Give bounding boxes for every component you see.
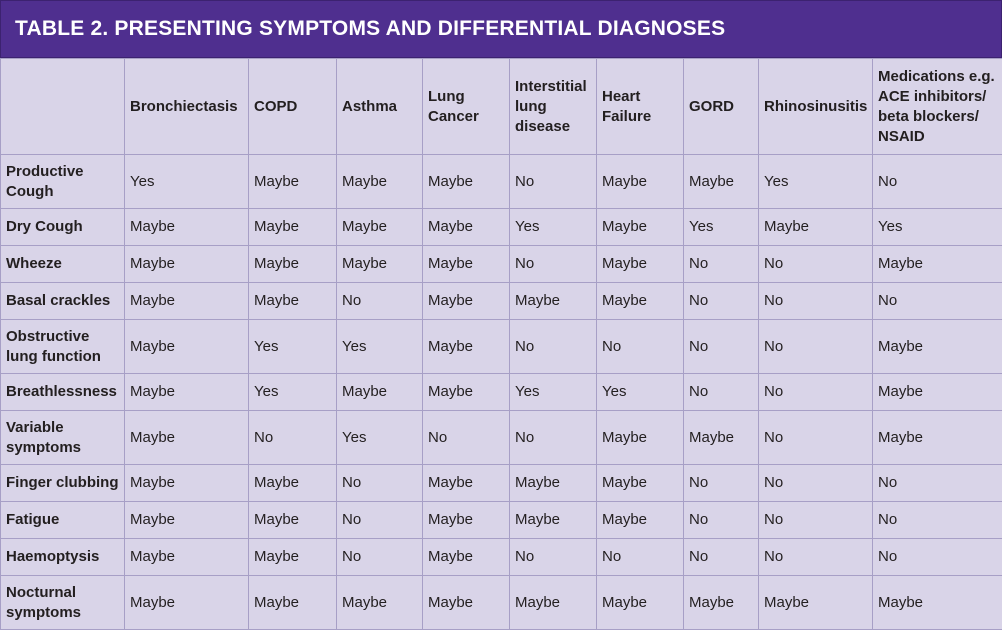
table-cell: No: [759, 539, 873, 576]
table-cell: Maybe: [597, 576, 684, 630]
table-cell: Maybe: [125, 411, 249, 465]
table-row: [1, 246, 1002, 283]
table-cell: No: [337, 502, 423, 539]
table-cell: Yes: [759, 155, 873, 209]
table-cell: Maybe: [125, 246, 249, 283]
table-cell: No: [873, 283, 1002, 320]
table-cell: No: [510, 411, 597, 465]
table-cell: Maybe: [125, 502, 249, 539]
corner-cell: [1, 59, 125, 155]
table-cell: Maybe: [337, 155, 423, 209]
table-row: [1, 465, 1002, 502]
table-cell: No: [337, 283, 423, 320]
row-header-symptom: Haemoptysis: [1, 539, 125, 576]
table-cell: Maybe: [873, 320, 1002, 374]
column-header: COPD: [249, 59, 337, 155]
table-cell: Maybe: [249, 246, 337, 283]
table-cell: Maybe: [125, 374, 249, 411]
table-cell: No: [759, 374, 873, 411]
table-title-bar: [0, 0, 1002, 58]
table-cell: No: [759, 246, 873, 283]
column-header: Asthma: [337, 59, 423, 155]
table-cell: Maybe: [597, 502, 684, 539]
column-header: GORD: [684, 59, 759, 155]
table-cell: Maybe: [249, 283, 337, 320]
table-cell: Maybe: [249, 155, 337, 209]
table-cell: Maybe: [125, 283, 249, 320]
table-cell: No: [759, 465, 873, 502]
table-cell: No: [684, 465, 759, 502]
table-cell: Maybe: [337, 374, 423, 411]
table-row: [1, 283, 1002, 320]
table-cell: Maybe: [873, 576, 1002, 630]
table-cell: No: [510, 246, 597, 283]
table-cell: No: [759, 411, 873, 465]
table-cell: No: [873, 502, 1002, 539]
table-cell: Yes: [337, 411, 423, 465]
table-cell: Maybe: [873, 246, 1002, 283]
table-cell: Maybe: [510, 576, 597, 630]
table-cell: No: [873, 465, 1002, 502]
table-cell: No: [249, 411, 337, 465]
row-header-symptom: Dry Cough: [1, 209, 125, 246]
row-header-symptom: Obstructive lung function: [1, 320, 125, 374]
table-cell: No: [873, 155, 1002, 209]
table-cell: Maybe: [249, 576, 337, 630]
column-header: Medications e.g. ACE inhibitors/ beta blockers/ NSAID: [873, 59, 1002, 155]
table-cell: Maybe: [597, 283, 684, 320]
table-cell: No: [684, 539, 759, 576]
table-cell: No: [759, 502, 873, 539]
table-cell: Maybe: [423, 283, 510, 320]
column-header: Bronchiectasis: [125, 59, 249, 155]
table-row: [1, 539, 1002, 576]
table-cell: Yes: [873, 209, 1002, 246]
table-cell: No: [597, 539, 684, 576]
table-cell: Maybe: [873, 411, 1002, 465]
table-cell: No: [684, 283, 759, 320]
table-cell: Maybe: [510, 502, 597, 539]
symptom-diagnosis-table: [0, 58, 1002, 630]
table-cell: Yes: [337, 320, 423, 374]
table-cell: Maybe: [125, 539, 249, 576]
table-cell: Maybe: [597, 155, 684, 209]
row-header-symptom: Basal crackles: [1, 283, 125, 320]
table-cell: Yes: [125, 155, 249, 209]
table-header-row: [1, 59, 1002, 155]
table-cell: Maybe: [684, 155, 759, 209]
table-cell: Maybe: [125, 576, 249, 630]
column-header: Interstitial lung disease: [510, 59, 597, 155]
table-cell: Maybe: [249, 539, 337, 576]
table-cell: Maybe: [510, 283, 597, 320]
table-row: [1, 209, 1002, 246]
column-header: Rhinosinusitis: [759, 59, 873, 155]
table-cell: Maybe: [423, 209, 510, 246]
table-body: [1, 155, 1002, 630]
table-cell: Maybe: [597, 411, 684, 465]
table-cell: Maybe: [423, 539, 510, 576]
table-cell: Maybe: [510, 465, 597, 502]
table-cell: Maybe: [423, 246, 510, 283]
row-header-symptom: Productive Cough: [1, 155, 125, 209]
table-cell: No: [510, 539, 597, 576]
table-cell: Maybe: [759, 209, 873, 246]
table-cell: No: [684, 502, 759, 539]
table-cell: Yes: [510, 374, 597, 411]
table-cell: Maybe: [337, 209, 423, 246]
table-cell: Maybe: [337, 246, 423, 283]
table-row: [1, 502, 1002, 539]
table-cell: No: [337, 465, 423, 502]
table-row: [1, 374, 1002, 411]
column-header: Lung Cancer: [423, 59, 510, 155]
table-cell: Maybe: [249, 502, 337, 539]
table-cell: Maybe: [759, 576, 873, 630]
column-header: Heart Failure: [597, 59, 684, 155]
table-cell: Maybe: [597, 246, 684, 283]
table-cell: Maybe: [423, 502, 510, 539]
row-header-symptom: Finger clubbing: [1, 465, 125, 502]
table-cell: Maybe: [125, 209, 249, 246]
table-cell: No: [337, 539, 423, 576]
table-cell: Maybe: [597, 465, 684, 502]
table-cell: Maybe: [423, 155, 510, 209]
row-header-symptom: Fatigue: [1, 502, 125, 539]
table-cell: Maybe: [684, 411, 759, 465]
table-cell: Yes: [249, 320, 337, 374]
table-cell: Maybe: [423, 465, 510, 502]
table-cell: No: [684, 320, 759, 374]
table-cell: No: [759, 320, 873, 374]
table-cell: No: [597, 320, 684, 374]
table-cell: No: [684, 374, 759, 411]
table-cell: Yes: [510, 209, 597, 246]
table-cell: No: [684, 246, 759, 283]
table-row: [1, 155, 1002, 209]
table-title: TABLE 2. PRESENTING SYMPTOMS AND DIFFERENTIAL DIAGNOSES: [15, 17, 725, 41]
table-cell: Maybe: [423, 320, 510, 374]
row-header-symptom: Breathlessness: [1, 374, 125, 411]
table-row: [1, 320, 1002, 374]
table-cell: No: [510, 155, 597, 209]
table-cell: No: [873, 539, 1002, 576]
table-cell: Maybe: [684, 576, 759, 630]
row-header-symptom: Wheeze: [1, 246, 125, 283]
table-cell: Maybe: [423, 576, 510, 630]
table-cell: No: [510, 320, 597, 374]
table-cell: Maybe: [873, 374, 1002, 411]
table-cell: Maybe: [337, 576, 423, 630]
table-cell: Maybe: [423, 374, 510, 411]
table-cell: Yes: [597, 374, 684, 411]
table-row: [1, 411, 1002, 465]
table-cell: Yes: [684, 209, 759, 246]
table-cell: Yes: [249, 374, 337, 411]
row-header-symptom: Variable symptoms: [1, 411, 125, 465]
table-cell: Maybe: [125, 465, 249, 502]
row-header-symptom: Nocturnal symptoms: [1, 576, 125, 630]
table-cell: No: [759, 283, 873, 320]
table-cell: Maybe: [125, 320, 249, 374]
table-cell: Maybe: [249, 209, 337, 246]
table-cell: No: [423, 411, 510, 465]
table-cell: Maybe: [597, 209, 684, 246]
table-cell: Maybe: [249, 465, 337, 502]
table-row: [1, 576, 1002, 630]
